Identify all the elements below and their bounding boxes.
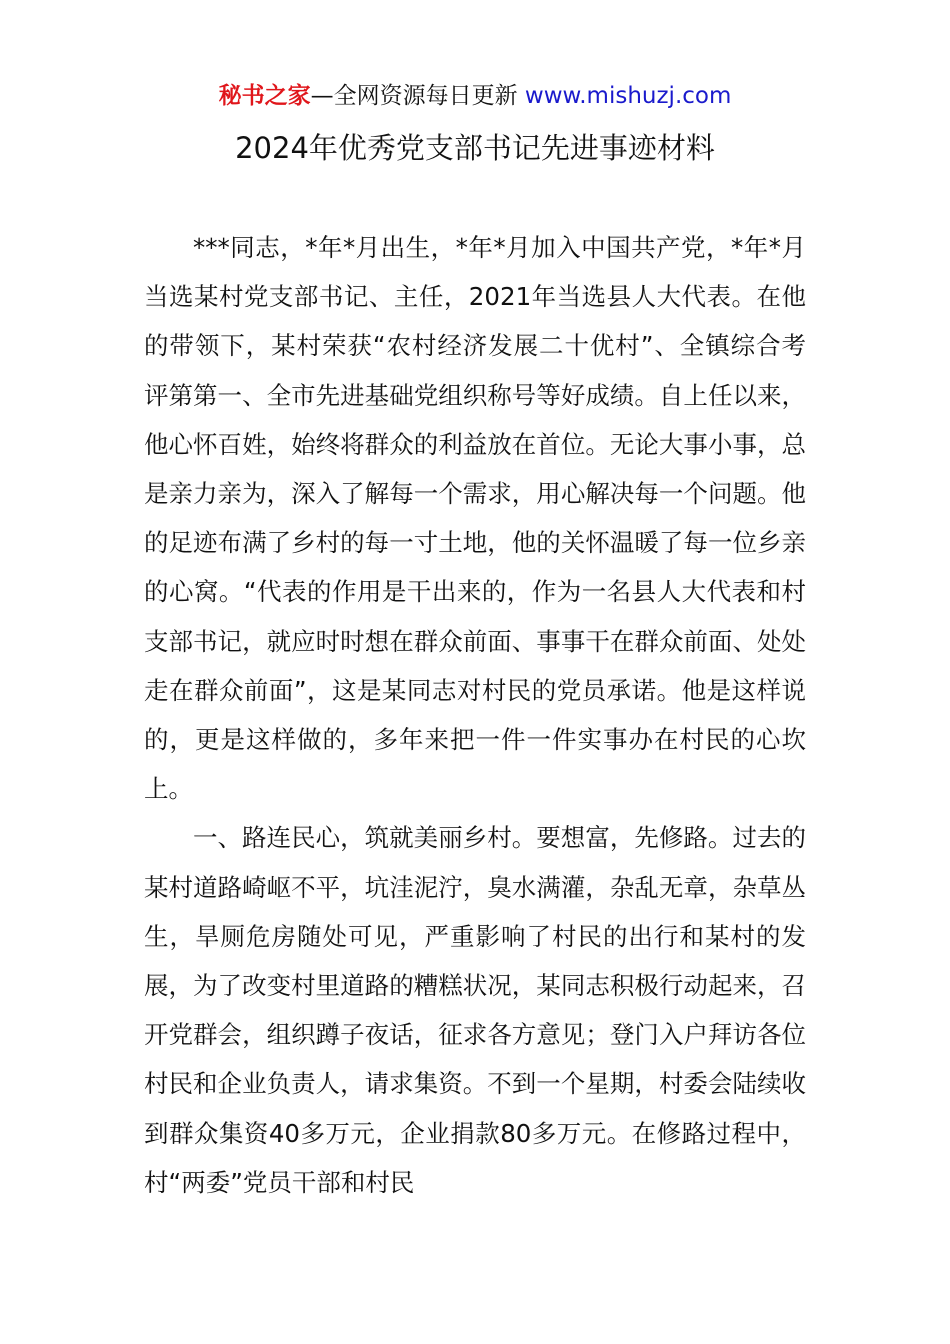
header-tagline: —全网资源每日更新: [310, 83, 518, 109]
document-body: [144, 223, 806, 1207]
document-title: 2024年优秀党支部书记先进事迹材料: [235, 131, 715, 165]
paragraph-intro: ***同志，*年*月出生，*年*月加入中国共产党，*年*月当选某村党支部书记、主任，2021年当选县人大代表。在他的带领下，某村荣获“农村经济发展二十优村”、全镇综合考评第第一、全市先进基础党组织称号等好成绩。自上任以来，他心怀百姓，始终将群众的利益放在首位。无论大事小事，总是亲力亲为，深入了解每一个需求，用心解决每一个问题。他的足迹布满了乡村的每一寸土地，他的关怀温暖了每一位乡亲的心窝。“代表的作用是干出来的，作为一名县人大代表和村支部书记，就应时时想在群众前面、事事干在群众前面、处处走在群众前面”，这是某同志对村民的党员承诺。他是这样说的，更是这样做的，多年来把一件一件实事办在村民的心坎上。: [144, 233, 806, 804]
paragraph-section-one: 一、路连民心，筑就美丽乡村。要想富，先修路。过去的某村道路崎岖不平，坑洼泥泞，臭水满灌，杂乱无章，杂草丛生，旱厕危房随处可见，严重影响了村民的出行和某村的发展，为了改变村里道路的糟糕状况，某同志积极行动起来，召开党群会，组织蹲子夜话，征求各方意见；登门入户拜访各位村民和企业负责人，请求集资。不到一个星期，村委会陆续收到群众集资40多万元，企业捐款80多万元。在修路过程中，村“两委”党员干部和村民: [144, 823, 806, 1197]
site-header: [0, 80, 950, 112]
brand-name: 秘书之家: [218, 83, 311, 109]
site-url-link[interactable]: www.mishuzj.com: [524, 83, 732, 109]
